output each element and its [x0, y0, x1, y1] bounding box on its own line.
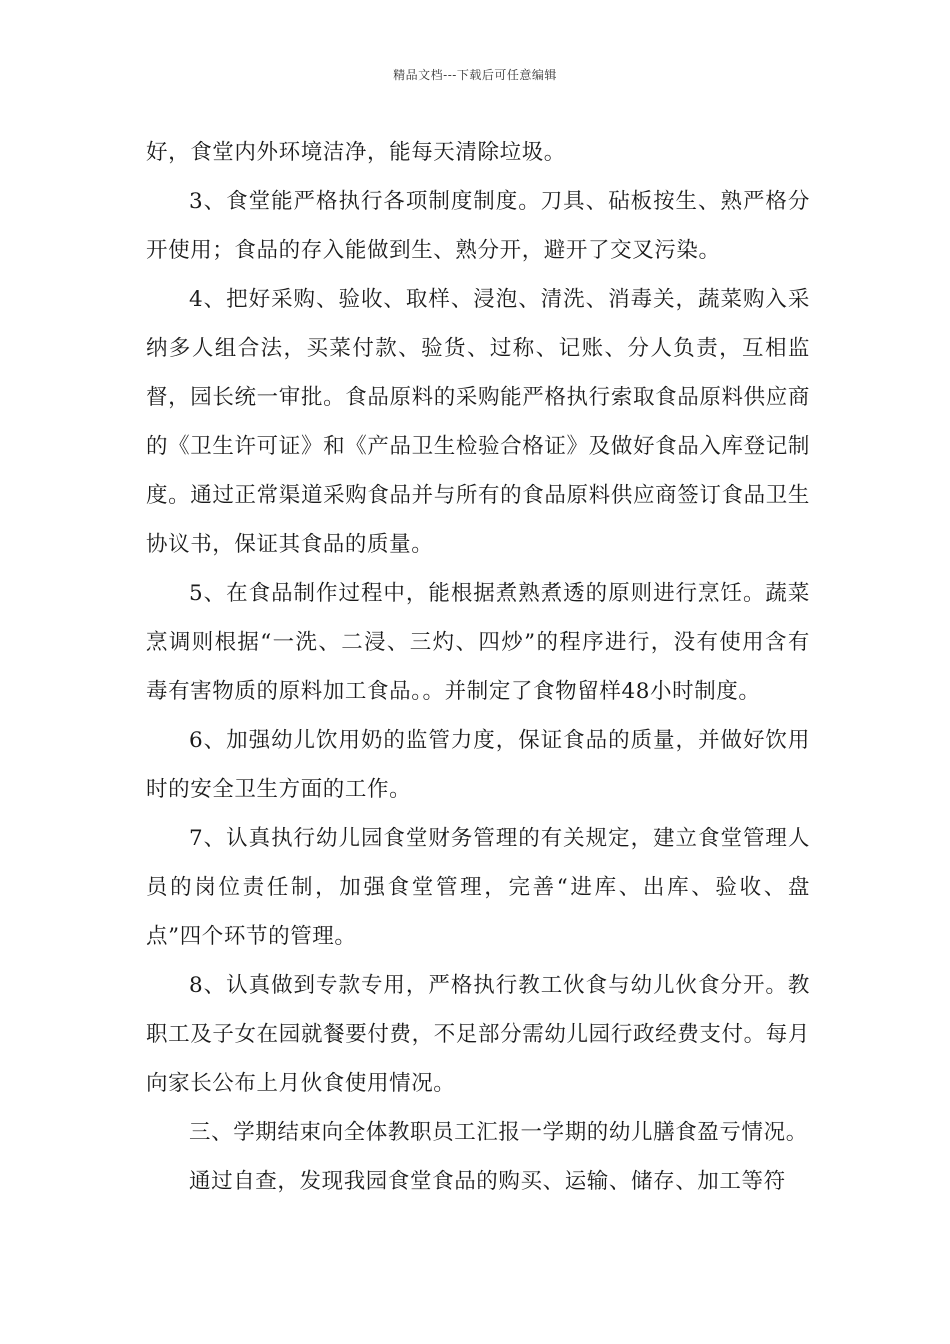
document-body — [146, 128, 810, 1206]
page-header: 精品文档---下载后可任意编辑 — [393, 68, 557, 82]
paragraph-8: 三、学期结束向全体教职员工汇报一学期的幼儿膳食盈亏情况。 — [189, 1120, 808, 1145]
paragraph-5: 6、加强幼儿饮用奶的监管力度，保证食品的质量，并做好饮用时的安全卫生方面的工作。 — [146, 728, 810, 802]
paragraph-7: 8、认真做到专款专用，严格执行教工伙食与幼儿伙食分开。教职工及子女在园就餐要付费，不足部分需幼儿园行政经费支付。每月向家长公布上月伙食使用情况。 — [146, 973, 810, 1096]
paragraph-4: 5、在食品制作过程中，能根据煮熟煮透的原则进行烹饪。蔬菜烹调则根据“一洗、二浸、三灼、四炒”的程序进行，没有使用含有毒有害物质的原料加工食品。。并制定了食物留样48小时制度。 — [146, 581, 810, 704]
paragraph-2: 3、食堂能严格执行各项制度制度。刀具、砧板按生、熟严格分开使用；食品的存入能做到生、熟分开，避开了交叉污染。 — [146, 189, 810, 263]
paragraph-9: 通过自查，发现我园食堂食品的购买、运输、储存、加工等符 — [189, 1169, 786, 1194]
paragraph-6: 7、认真执行幼儿园食堂财务管理的有关规定，建立食堂管理人员的岗位责任制，加强食堂管理，完善“进库、出库、验收、盘点”四个环节的管理。 — [146, 826, 810, 949]
paragraph-1: 好，食堂内外环境洁净，能每天清除垃圾。 — [146, 140, 566, 165]
paragraph-3: 4、把好采购、验收、取样、浸泡、清洗、消毒关，蔬菜购入采纳多人组合法，买菜付款、验货、过称、记账、分人负责，互相监督，园长统一审批。食品原料的采购能严格执行索取食品原料供应商的《卫生许可证》和《产品卫生检验合格证》及做好食品入库登记制度。通过正常渠道采购食品并与所有的食品原料供应商签订食品卫生协议书，保证其食品的质量。 — [146, 287, 810, 557]
